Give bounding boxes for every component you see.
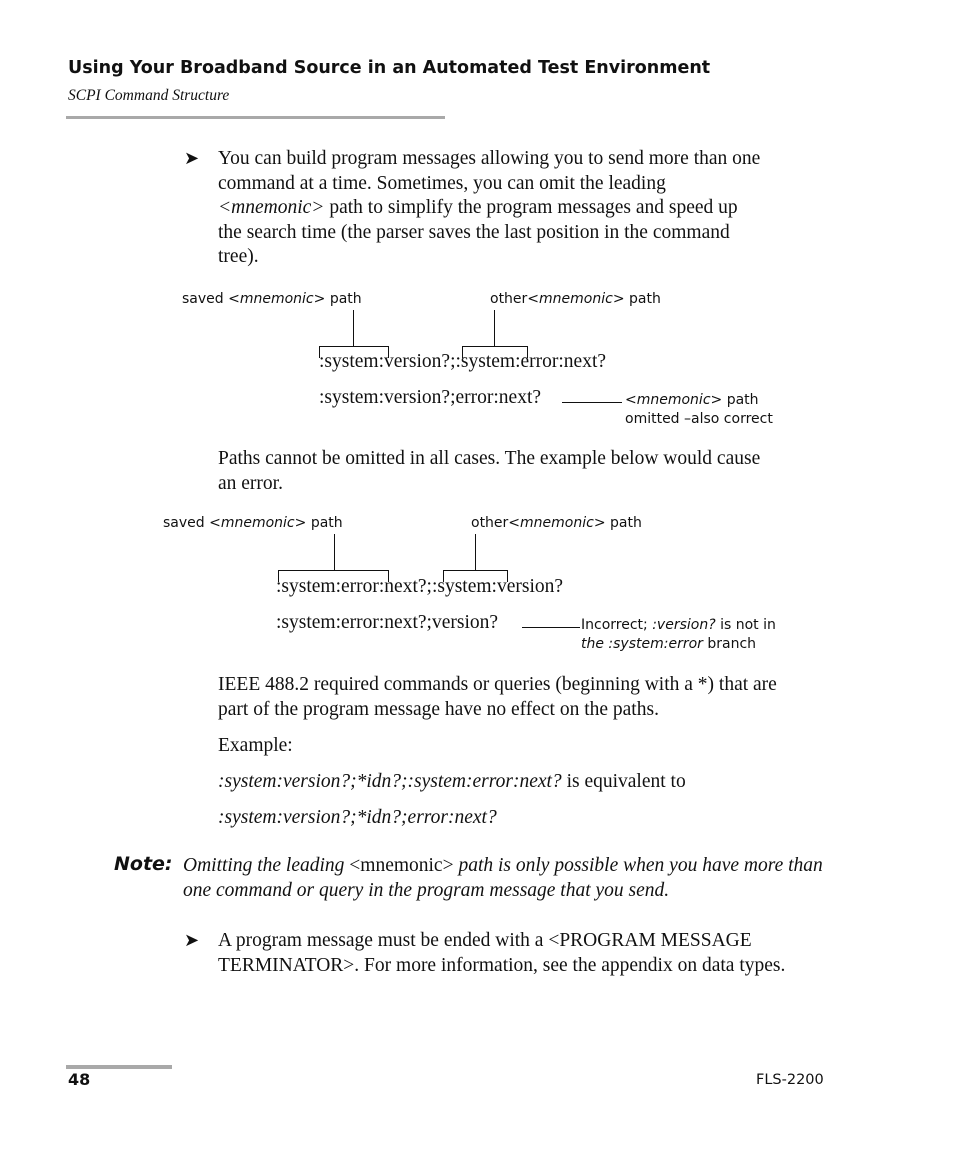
other-bracket-stem <box>475 534 476 570</box>
text-line: A program message must be ended with a <PROGRAM MESSAGE <box>218 930 752 951</box>
annotation-omitted-correct <box>625 391 773 429</box>
saved-mnemonic-label: saved <mnemonic> path <box>182 291 362 307</box>
saved-mnemonic-label: saved <mnemonic> path <box>163 515 343 531</box>
command-example-full: :system:version?;:system:error:next? <box>319 351 607 372</box>
text-line: the search time (the parser saves the last position in the command <box>218 221 730 243</box>
text-fragment: is equivalent to <box>561 771 686 792</box>
command-example-short: :system:error:next?;version? <box>276 612 499 633</box>
text-line: command at a time. Sometimes, you can omit the leading <box>218 172 666 194</box>
saved-bracket-bar <box>278 570 389 571</box>
text-line: an error. <box>218 472 283 494</box>
text-line: Paths cannot be omitted in all cases. The example below would cause <box>218 448 761 469</box>
page-number: 48 <box>68 1070 91 1089</box>
text-line: You can build program messages allowing you to send more than one <box>218 148 761 169</box>
saved-bracket-stem <box>334 534 335 570</box>
footer-rule <box>66 1065 172 1069</box>
paragraph-paths-cannot-be-omitted <box>218 447 838 496</box>
command-example-full: :system:error:next?;:system:version? <box>276 576 564 597</box>
text-line: TERMINATOR>. For more information, see the appendix on data types. <box>218 954 786 976</box>
annotation-line: omitted –also correct <box>625 411 773 427</box>
bullet-arrow-icon: ➤ <box>184 148 200 168</box>
running-header-subtitle: SCPI Command Structure <box>68 87 230 104</box>
other-bracket-stem <box>494 310 495 346</box>
example-label: Example: <box>218 735 293 756</box>
running-header-title: Using Your Broadband Source in an Automated Test Environment <box>68 58 711 78</box>
other-mnemonic-label: other<mnemonic> path <box>490 291 661 307</box>
saved-bracket-stem <box>353 310 354 346</box>
document-id: FLS-2200 <box>756 1072 824 1088</box>
example-line-2: :system:version?;*idn?;error:next? <box>218 807 497 828</box>
other-bracket-bar <box>443 570 508 571</box>
other-mnemonic-label: other<mnemonic> path <box>471 515 642 531</box>
header-rule <box>66 116 445 119</box>
command-text: :system:version?;*idn?;:system:error:next? <box>218 771 562 792</box>
annotation-line: <mnemonic> path <box>625 392 759 408</box>
text-fragment: path to simplify the program messages and speed up <box>324 197 738 218</box>
other-bracket-bar <box>462 346 528 347</box>
annotation-leader-line <box>562 402 622 403</box>
text-line: tree). <box>218 246 259 267</box>
bullet-paragraph-terminator <box>218 929 838 978</box>
text-line: part of the program message have no effect on the paths. <box>218 698 659 720</box>
bullet-arrow-icon: ➤ <box>184 930 200 950</box>
saved-bracket-bar <box>319 346 389 347</box>
paragraph-ieee-commands <box>218 673 838 722</box>
annotation-leader-line <box>522 627 580 628</box>
note-label: Note: <box>114 853 173 875</box>
text-line <box>218 196 838 221</box>
note-text: Omitting the leading <mnemonic> path is only possible when you have more than one command or query in the program message that you send. <box>183 855 823 901</box>
text-line: IEEE 488.2 required commands or queries (beginning with a *) that are <box>218 674 777 695</box>
annotation-incorrect <box>581 616 776 654</box>
example-line-1 <box>218 770 686 795</box>
bullet-paragraph-build-messages <box>218 147 838 270</box>
annotation-line: the :system:error branch <box>581 636 757 652</box>
annotation-line: Incorrect; :version? is not in <box>581 617 776 633</box>
command-example-short: :system:version?;error:next? <box>319 387 542 408</box>
mnemonic-term: <mnemonic> <box>218 197 325 218</box>
